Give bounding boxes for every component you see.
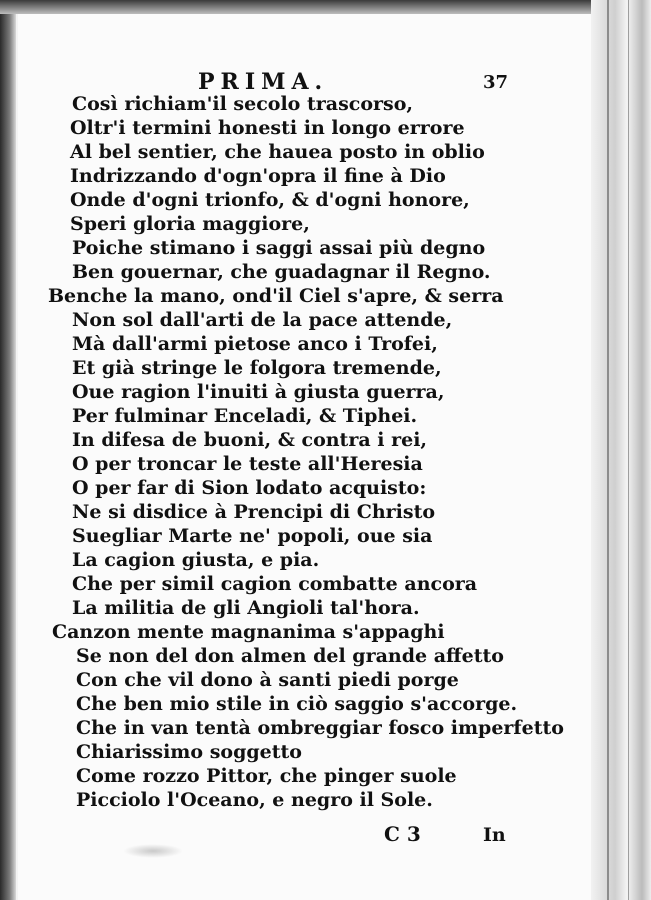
poem-line: Se non del don almen del grande affetto bbox=[76, 645, 504, 667]
book-page bbox=[18, 14, 591, 900]
ink-smudge bbox=[123, 844, 183, 858]
poem-line: O per troncar le teste all'Heresia bbox=[72, 453, 423, 475]
poem-line: Che in van tentà ombreggiar fosco imperfetto bbox=[76, 717, 564, 739]
poem-line: Poiche stimano i saggi assai più degno bbox=[72, 237, 486, 259]
poem-line: Per fulminar Enceladi, & Tiphei. bbox=[72, 405, 418, 427]
running-head: PRIMA. bbox=[198, 69, 329, 95]
poem-line: Che per simil cagion combatte ancora bbox=[72, 573, 478, 595]
poem-line: Onde d'ogni trionfo, & d'ogni honore, bbox=[70, 189, 470, 211]
poem-line: La militia de gli Angioli tal'hora. bbox=[72, 597, 420, 619]
poem-line: Ben gouernar, che guadagnar il Regno. bbox=[72, 261, 491, 283]
poem-line: Ne si disdice à Prencipi di Christo bbox=[72, 501, 436, 523]
show-through-ink bbox=[218, 826, 388, 842]
page-edge-line bbox=[628, 0, 629, 900]
poem-line: O per far di Sion lodato acquisto: bbox=[72, 477, 427, 499]
poem-line: Picciolo l'Oceano, e negro il Sole. bbox=[76, 789, 433, 811]
poem-line: Indrizzando d'ogn'opra il fine à Dio bbox=[70, 165, 446, 187]
page-edge-line bbox=[607, 0, 609, 900]
poem-line: Benche la mano, ond'il Ciel s'apre, & serra bbox=[48, 285, 504, 307]
poem-line: Suegliar Marte ne' popoli, oue sia bbox=[72, 525, 433, 547]
poem-line: In difesa de buoni, & contra i rei, bbox=[72, 429, 428, 451]
signature-mark: C 3 bbox=[384, 822, 421, 846]
poem-line: Al bel sentier, che hauea posto in oblio bbox=[70, 141, 485, 163]
top-edge-shadow bbox=[0, 0, 651, 14]
poem-line: La cagion giusta, e pia. bbox=[72, 549, 320, 571]
poem-line: Speri gloria maggiore, bbox=[70, 213, 310, 235]
poem-line: Chiarissimo soggetto bbox=[76, 741, 302, 763]
poem-line: Che ben mio stile in ciò saggio s'accorge. bbox=[76, 693, 518, 715]
page-number: 37 bbox=[483, 72, 509, 93]
poem-line: Canzon mente magnanima s'appaghi bbox=[52, 621, 445, 643]
poem-line: Così richiam'il secolo trascorso, bbox=[72, 93, 413, 115]
catchword: In bbox=[483, 824, 506, 846]
poem-line: Come rozzo Pittor, che pinger suole bbox=[76, 765, 457, 787]
poem-line: Mà dall'armi pietose anco i Trofei, bbox=[72, 333, 438, 355]
poem-line: Con che vil dono à santi piedi porge bbox=[76, 669, 459, 691]
poem-line: Non sol dall'arti de la pace attende, bbox=[72, 309, 453, 331]
poem-line: Et già stringe le folgora tremende, bbox=[72, 357, 442, 379]
poem-line: Oltr'i termini honesti in longo errore bbox=[70, 117, 465, 139]
binding-shadow bbox=[0, 0, 16, 900]
poem-line: Oue ragion l'inuiti à giusta guerra, bbox=[72, 381, 445, 403]
facing-page-edges bbox=[591, 0, 651, 900]
